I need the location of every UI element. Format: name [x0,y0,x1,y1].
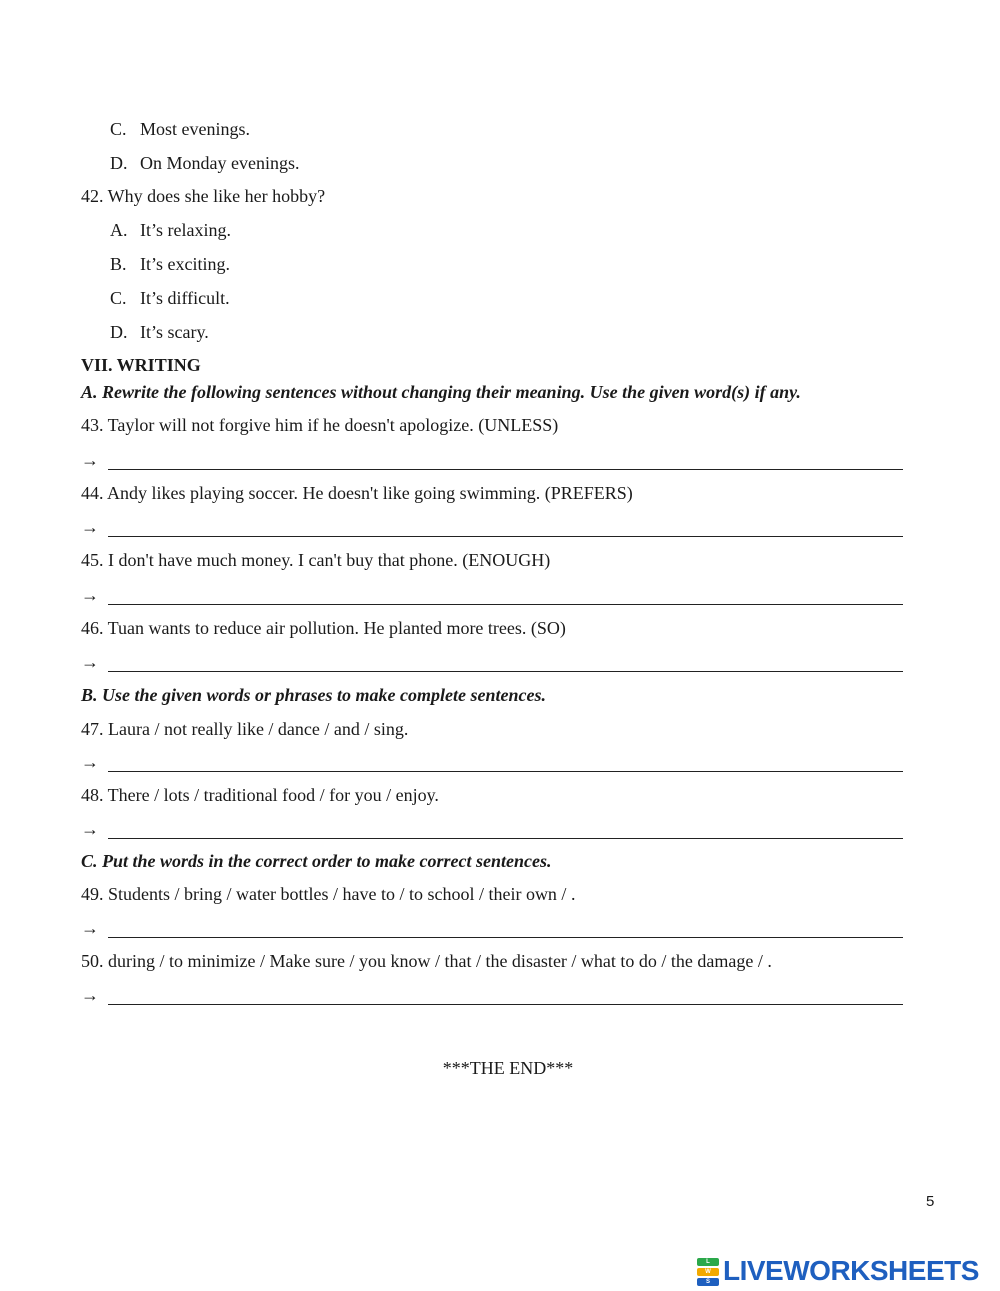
logo-mark-block: W [697,1268,719,1276]
option-text: It’s difficult. [140,288,230,308]
arrow-icon: → [81,517,99,537]
section-heading-writing: VII. WRITING [81,355,201,375]
instruction-part-c: C. Put the words in the correct order to make correct sentences. [81,851,552,871]
liveworksheets-logo [697,1255,979,1287]
answer-line-48[interactable] [81,818,903,844]
arrow-icon: → [81,585,99,605]
answer-line-47[interactable] [81,751,903,777]
answer-blank[interactable] [108,838,903,839]
option-42-b[interactable] [110,253,230,275]
option-text: It’s scary. [140,322,209,342]
option-letter: B. [110,254,127,274]
answer-line-43[interactable] [81,449,903,475]
question-43: 43. Taylor will not forgive him if he doesn't apologize. (UNLESS) [81,415,559,435]
option-letter: C. [110,119,127,139]
answer-line-50[interactable] [81,984,903,1010]
question-42: 42. Why does she like her hobby? [81,186,326,206]
option-41-d [110,152,299,174]
answer-blank[interactable] [108,671,903,672]
option-text: It’s exciting. [140,254,230,274]
question-50: 50. during / to minimize / Make sure / you know / that / the disaster / what to do / the damage / . [81,951,772,971]
end-marker: ***THE END*** [442,1058,574,1078]
option-41-c [110,118,250,140]
arrow-icon: → [81,752,99,772]
answer-blank[interactable] [108,1004,903,1005]
question-47: 47. Laura / not really like / dance / and / sing. [81,719,409,739]
option-letter: D. [110,153,128,173]
option-letter: D. [110,322,128,342]
question-48: 48. There / lots / traditional food / for you / enjoy. [81,785,439,805]
logo-mark-block: S [697,1278,719,1286]
option-text: It’s relaxing. [140,220,231,240]
option-42-a[interactable] [110,219,231,241]
option-letter: C. [110,288,127,308]
answer-blank[interactable] [108,469,903,470]
answer-blank[interactable] [108,937,903,938]
question-44: 44. Andy likes playing soccer. He doesn't like going swimming. (PREFERS) [81,483,633,503]
liveworksheets-logo-icon [697,1258,719,1285]
arrow-icon: → [81,918,99,938]
question-49: 49. Students / bring / water bottles / have to / to school / their own / . [81,884,576,904]
logo-text: LIVEWORKSHEETS [723,1255,979,1286]
logo-mark-block: L [697,1258,719,1266]
answer-blank[interactable] [108,771,903,772]
option-text: Most evenings. [140,119,250,139]
option-42-c[interactable] [110,287,230,309]
answer-line-49[interactable] [81,917,903,943]
instruction-part-a: A. Rewrite the following sentences without changing their meaning. Use the given word(s) if any. [81,382,801,402]
option-text: On Monday evenings. [140,153,300,173]
question-46: 46. Tuan wants to reduce air pollution. He planted more trees. (SO) [81,618,566,638]
arrow-icon: → [81,450,99,470]
answer-line-46[interactable] [81,651,903,677]
answer-line-45[interactable] [81,584,903,610]
arrow-icon: → [81,652,99,672]
option-42-d[interactable] [110,321,209,343]
arrow-icon: → [81,819,99,839]
arrow-icon: → [81,985,99,1005]
answer-line-44[interactable] [81,516,903,542]
page-number: 5 [926,1193,935,1210]
question-45: 45. I don't have much money. I can't buy that phone. (ENOUGH) [81,550,551,570]
answer-blank[interactable] [108,536,903,537]
answer-blank[interactable] [108,604,903,605]
instruction-part-b: B. Use the given words or phrases to make complete sentences. [81,685,546,705]
option-letter: A. [110,220,128,240]
